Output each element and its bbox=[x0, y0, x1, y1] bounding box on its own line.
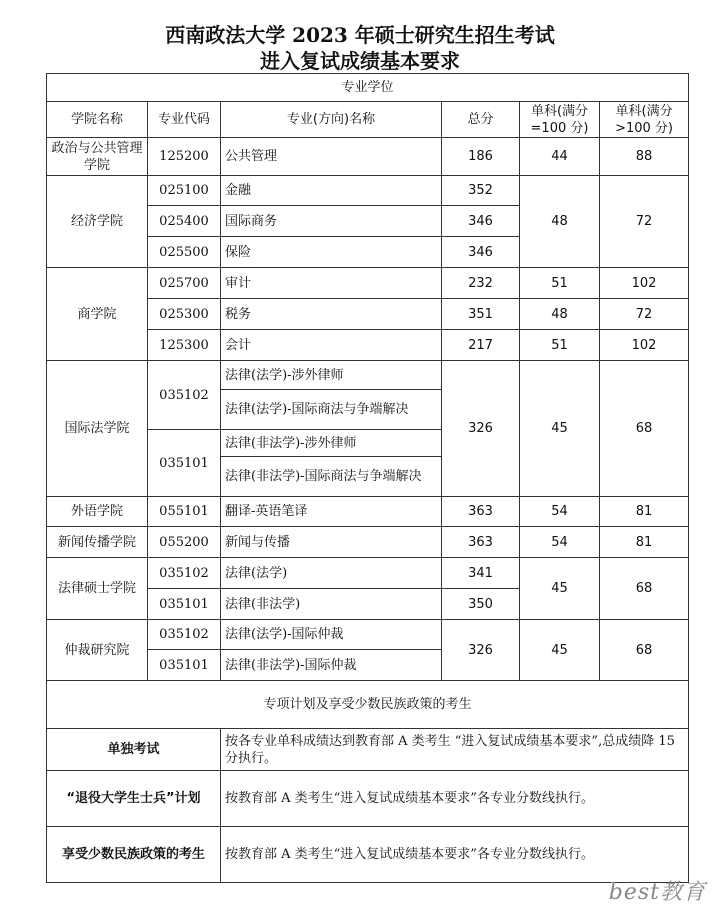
table-row bbox=[47, 620, 689, 650]
college-cell: 法律硕士学院 bbox=[47, 558, 148, 620]
major-cell: 法律(法学)-国际仲裁 bbox=[221, 620, 442, 650]
single100-cell: 45 bbox=[520, 558, 600, 620]
major-cell: 法律(法学)-国际商法与争端解决 bbox=[221, 390, 442, 430]
total-cell: 326 bbox=[442, 620, 520, 681]
code-cell: 035102 bbox=[148, 620, 221, 650]
table-row bbox=[47, 361, 689, 390]
total-cell: 350 bbox=[442, 589, 520, 620]
code-cell: 035101 bbox=[148, 430, 221, 497]
code-cell: 025500 bbox=[148, 237, 221, 268]
code-cell: 025700 bbox=[148, 268, 221, 299]
code-cell: 025400 bbox=[148, 206, 221, 237]
total-cell: 351 bbox=[442, 299, 520, 330]
single100-cell: 44 bbox=[520, 138, 600, 176]
major-cell: 公共管理 bbox=[221, 138, 442, 176]
code-cell: 025100 bbox=[148, 176, 221, 206]
score-table bbox=[46, 73, 689, 883]
major-cell: 国际商务 bbox=[221, 206, 442, 237]
major-cell: 法律(非法学)-涉外律师 bbox=[221, 430, 442, 457]
single100-cell: 54 bbox=[520, 497, 600, 527]
single100-cell: 45 bbox=[520, 620, 600, 681]
header-total: 总分 bbox=[442, 102, 520, 138]
major-cell: 税务 bbox=[221, 299, 442, 330]
major-cell: 保险 bbox=[221, 237, 442, 268]
single100-cell: 48 bbox=[520, 176, 600, 268]
header-single-over100: 单科(满分>100 分) bbox=[600, 102, 689, 138]
college-cell: 新闻传播学院 bbox=[47, 527, 148, 558]
special-label: “退役大学生士兵”计划 bbox=[47, 771, 221, 827]
major-cell: 法律(非法学)-国际仲裁 bbox=[221, 650, 442, 681]
total-cell: 363 bbox=[442, 497, 520, 527]
code-cell: 125300 bbox=[148, 330, 221, 361]
table-row bbox=[47, 176, 689, 206]
code-cell: 025300 bbox=[148, 299, 221, 330]
single150-cell: 68 bbox=[600, 620, 689, 681]
major-cell: 翻译-英语笔译 bbox=[221, 497, 442, 527]
total-cell: 186 bbox=[442, 138, 520, 176]
code-cell: 055200 bbox=[148, 527, 221, 558]
table-row bbox=[47, 497, 689, 527]
major-cell: 法律(法学)-涉外律师 bbox=[221, 361, 442, 390]
section-header-special: 专项计划及享受少数民族政策的考生 bbox=[47, 681, 689, 729]
major-cell: 法律(非法学)-国际商法与争端解决 bbox=[221, 457, 442, 497]
single150-cell: 88 bbox=[600, 138, 689, 176]
total-cell: 341 bbox=[442, 558, 520, 589]
single100-cell: 45 bbox=[520, 361, 600, 497]
major-cell: 审计 bbox=[221, 268, 442, 299]
code-cell: 035102 bbox=[148, 558, 221, 589]
single150-cell: 72 bbox=[600, 299, 689, 330]
special-label: 享受少数民族政策的考生 bbox=[47, 827, 221, 883]
college-cell: 仲裁研究院 bbox=[47, 620, 148, 681]
major-cell: 新闻与传播 bbox=[221, 527, 442, 558]
single100-cell: 54 bbox=[520, 527, 600, 558]
college-cell: 国际法学院 bbox=[47, 361, 148, 497]
single100-cell: 51 bbox=[520, 268, 600, 299]
total-cell: 363 bbox=[442, 527, 520, 558]
table-row bbox=[47, 827, 689, 883]
table-row bbox=[47, 729, 689, 771]
college-cell: 经济学院 bbox=[47, 176, 148, 268]
college-cell: 商学院 bbox=[47, 268, 148, 361]
header-code: 专业代码 bbox=[148, 102, 221, 138]
table-row bbox=[47, 771, 689, 827]
code-cell: 125200 bbox=[148, 138, 221, 176]
page-title: 西南政法大学 2023 年硕士研究生招生考试 bbox=[165, 23, 555, 47]
header-single-100: 单科(满分=100 分) bbox=[520, 102, 600, 138]
single150-cell: 72 bbox=[600, 176, 689, 268]
total-cell: 232 bbox=[442, 268, 520, 299]
code-cell: 055101 bbox=[148, 497, 221, 527]
table-row bbox=[47, 138, 689, 176]
table-row bbox=[47, 558, 689, 589]
single150-cell: 81 bbox=[600, 497, 689, 527]
table-row bbox=[47, 268, 689, 299]
table-row bbox=[47, 527, 689, 558]
single150-cell: 102 bbox=[600, 268, 689, 299]
major-cell: 金融 bbox=[221, 176, 442, 206]
major-cell: 法律(法学) bbox=[221, 558, 442, 589]
special-text: 按教育部 A 类考生“进入复试成绩基本要求”各专业分数线执行。 bbox=[221, 827, 689, 883]
total-cell: 346 bbox=[442, 237, 520, 268]
section-header-professional: 专业学位 bbox=[47, 74, 689, 102]
total-cell: 346 bbox=[442, 206, 520, 237]
code-cell: 035101 bbox=[148, 589, 221, 620]
single150-cell: 102 bbox=[600, 330, 689, 361]
single100-cell: 48 bbox=[520, 299, 600, 330]
single150-cell: 81 bbox=[600, 527, 689, 558]
college-cell: 政治与公共管理学院 bbox=[47, 138, 148, 176]
special-text: 按教育部 A 类考生“进入复试成绩基本要求”各专业分数线执行。 bbox=[221, 771, 689, 827]
page-subtitle: 进入复试成绩基本要求 bbox=[260, 49, 460, 73]
single150-cell: 68 bbox=[600, 361, 689, 497]
total-cell: 326 bbox=[442, 361, 520, 497]
total-cell: 352 bbox=[442, 176, 520, 206]
header-major: 专业(方向)名称 bbox=[221, 102, 442, 138]
college-cell: 外语学院 bbox=[47, 497, 148, 527]
single100-cell: 51 bbox=[520, 330, 600, 361]
total-cell: 217 bbox=[442, 330, 520, 361]
single150-cell: 68 bbox=[600, 558, 689, 620]
special-text: 按各专业单科成绩达到教育部 A 类考生 “进入复试成绩基本要求”,总成绩降 15 分执行。 bbox=[221, 729, 689, 771]
watermark: best教育 bbox=[608, 880, 706, 905]
code-cell: 035102 bbox=[148, 361, 221, 430]
code-cell: 035101 bbox=[148, 650, 221, 681]
major-cell: 会计 bbox=[221, 330, 442, 361]
header-college: 学院名称 bbox=[47, 102, 148, 138]
special-label: 单独考试 bbox=[47, 729, 221, 771]
major-cell: 法律(非法学) bbox=[221, 589, 442, 620]
